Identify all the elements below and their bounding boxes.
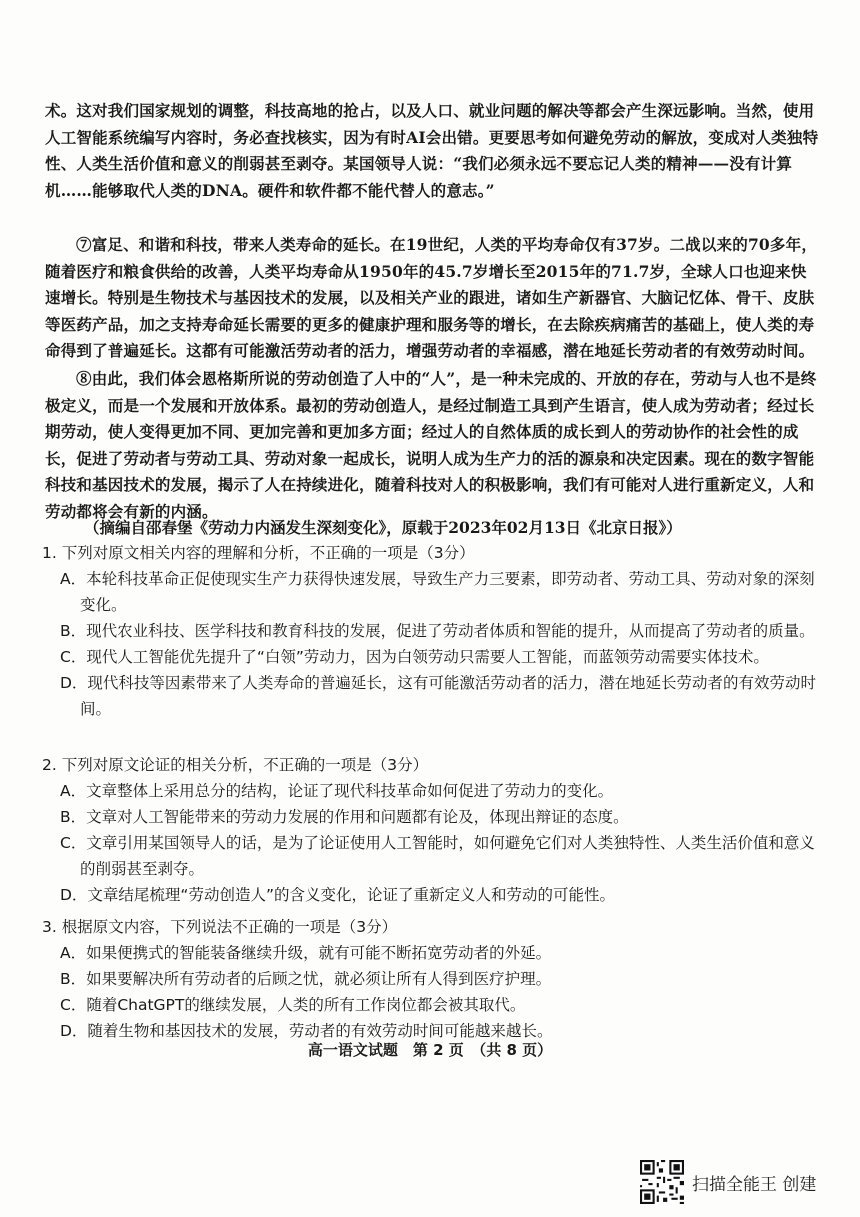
option-a: A．本轮科技革命正促使现实生产力获得快速发展，导致生产力三要素，即劳动者、劳动工具、劳动对象的深刻变化。: [60, 570, 815, 614]
option-d: D．现代科技等因素带来了人类寿命的普遍延长，这有可能激活劳动者的活力，潜在地延长劳动者的有效劳动时间。: [60, 674, 816, 718]
option-c: C．随着ChatGPT的继续发展，人类的所有工作岗位都会被其取代。: [60, 996, 526, 1014]
paragraph-continued: 术。这对我们国家规划的调整，科技高地的抢占，以及人口、就业问题的解决等都会产生深远影响。当然，使用人工智能系统编写内容时，务必查找核实，因为有时AI会出错。更要思考如何避免劳动的解放，变成对人类独特性、人类生活价值和意义的削弱甚至剥夺。某国领导人说：“我们必须永远不要忘记人类的精神——没有计算机……能够取代人类的DNA。硬件和软件都不能代替人的意志。”: [45, 101, 819, 200]
option-c: C．现代人工智能优先提升了“白领”劳动力，因为白领劳动只需要人工智能，而蓝领劳动需要实体技术。: [60, 648, 769, 666]
option-b: B．现代农业科技、医学科技和教育科技的发展，促进了劳动者体质和智能的提升，从而提高了劳动者的质量。: [60, 622, 815, 640]
question-3: [42, 914, 822, 1044]
watermark-text: 扫描全能王 创建: [692, 1174, 817, 1195]
question-title: 1. 下列对原文相关内容的理解和分析，不正确的一项是（3分）: [42, 544, 475, 562]
option-a: A．如果便携式的智能装备继续升级，就有可能不断拓宽劳动者的外延。: [60, 944, 552, 962]
option-a: A．文章整体上采用总分的结构，论证了现代科技革命如何促进了劳动力的变化。: [60, 782, 614, 800]
paragraph-8: ⑧由此，我们体会恩格斯所说的劳动创造了人中的“人”，是一种未完成的、开放的存在，劳动与人也不是终极定义，而是一个发展和开放体系。最初的劳动创造人，是经过制造工具到产生语言，使人成为劳动者；经过长期劳动，使人变得更加不同、更加完善和更加多方面；经过人的自然体质的成长到人的劳动协作的社会性的成长，促进了劳动者与劳动工具、劳动对象一起成长，说明人成为生产力的活的源泉和决定因素。现在的数字智能科技和基因技术的发展，揭示了人在持续进化，随着科技对人的积极影响，我们有可能对人进行重新定义，人和劳动都将会有新的内涵。: [45, 369, 817, 521]
option-b: B．文章对人工智能带来的劳动力发展的作用和问题都有论及，体现出辩证的态度。: [60, 808, 629, 826]
scanner-watermark: [640, 1158, 816, 1206]
question-1: [42, 540, 822, 722]
option-d: D．随着生物和基因技术的发展，劳动者的有效劳动时间可能越来越长。: [60, 1022, 553, 1040]
question-title: 3. 根据原文内容，下列说法不正确的一项是（3分）: [42, 918, 398, 936]
paragraph-7: ⑦富足、和谐和科技，带来人类寿命的延长。在19世纪，人类的平均寿命仅有37岁。二战以来的70多年，随着医疗和粮食供给的改善，人类平均寿命从1950年的45.7岁增长至2015年的71.7岁，全球人口也迎来快速增长。特别是生物技术与基因技术的发展，以及相关产业的跟进，诸如生产新器官、大脑记忆体、骨干、皮肤等医药产品，加之支持寿命延长需要的更多的健康护理和服务等的增长，在去除疾病痛苦的基础上，使人类的寿命得到了普遍延长。这都有可能激活劳动者的活力，增强劳动者的幸福感，潜在地延长劳动者的有效劳动时间。: [45, 235, 818, 360]
source-citation: （摘编自邵春堡《劳动力内涵发生深刻变化》，原载于2023年02月13日《北京日报》）: [84, 518, 682, 537]
page-footer: 高一语文试题 第 2 页 （共 8 页）: [307, 1041, 553, 1059]
question-2: [42, 752, 822, 908]
question-title: 2. 下列对原文论证的相关分析，不正确的一项是（3分）: [42, 756, 429, 774]
option-c: C．文章引用某国领导人的话，是为了论证使用人工智能时，如何避免它们对人类独特性、人类生活价值和意义的削弱甚至剥夺。: [60, 834, 815, 878]
option-d: D．文章结尾梳理“劳动创造人”的含义变化，论证了重新定义人和劳动的可能性。: [60, 886, 615, 904]
option-b: B．如果要解决所有劳动者的后顾之忧，就必须让所有人得到医疗护理。: [60, 970, 552, 988]
qr-code-icon: [640, 1160, 684, 1204]
